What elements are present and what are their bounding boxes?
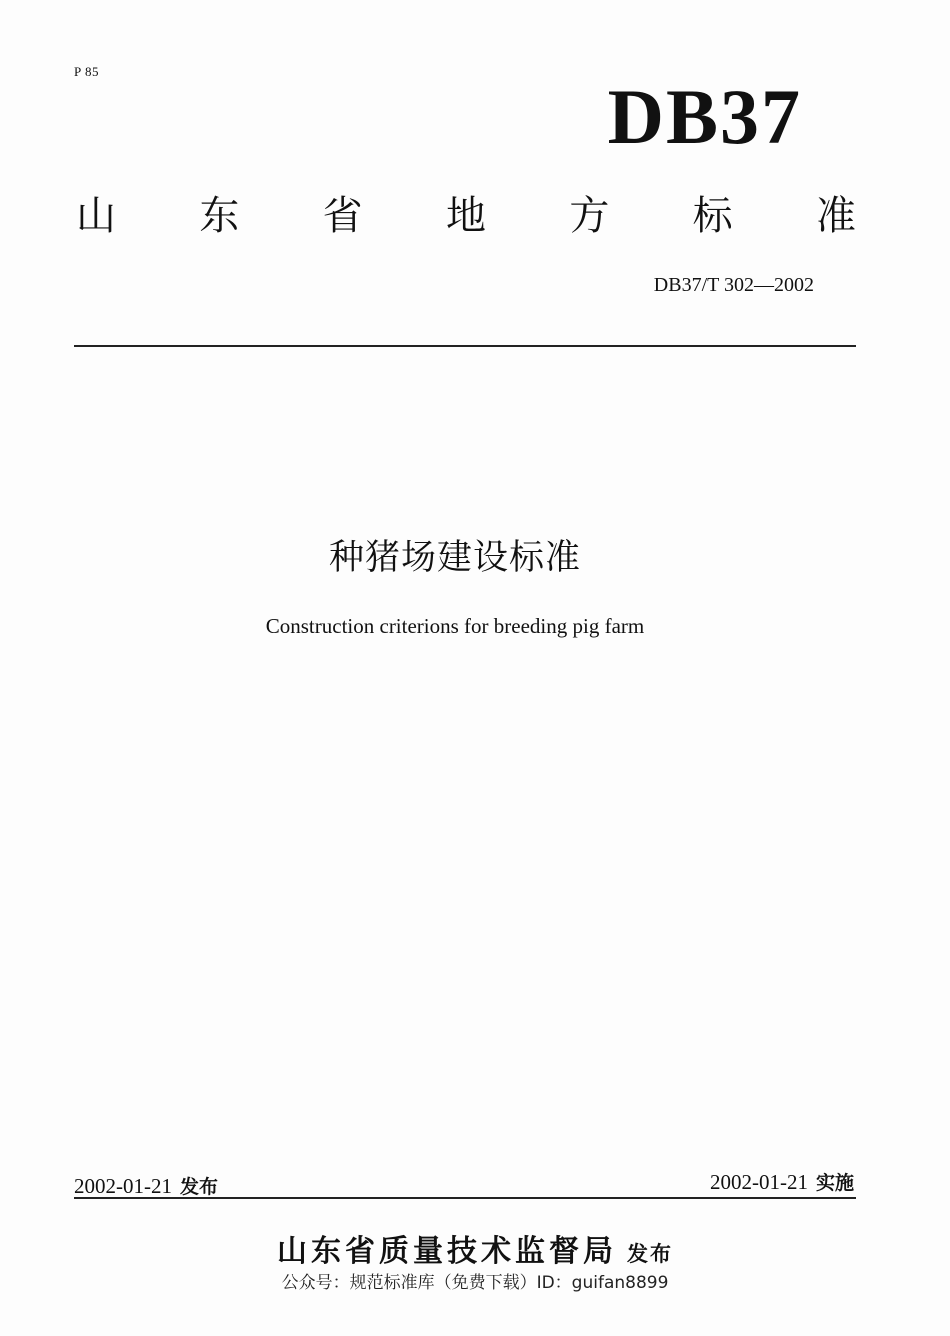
footer-divider — [74, 1197, 856, 1199]
effective-date — [710, 1168, 854, 1195]
standard-type-char: 准 — [815, 193, 856, 239]
standard-type-title — [76, 186, 856, 246]
standard-type-char: 东 — [199, 193, 240, 239]
standard-code-large: DB37 — [607, 73, 802, 160]
publisher-line — [0, 1226, 950, 1270]
standard-type-char: 山 — [76, 193, 116, 239]
header-divider — [74, 345, 856, 347]
standard-type-char: 省 — [322, 193, 363, 239]
standard-type-char: 方 — [569, 193, 610, 239]
effective-date-value: 2002-01-21 — [709, 1170, 808, 1194]
publisher-name: 山东省质量技术监督局 — [277, 1234, 617, 1269]
publisher-label: 发布 — [627, 1242, 673, 1266]
classification-code: P 85 — [74, 64, 99, 79]
release-date-value: 2002-01-21 — [74, 1174, 172, 1198]
release-date — [74, 1172, 218, 1199]
document-title-english: Construction criterions for breeding pig farm — [265, 614, 645, 638]
release-label: 发布 — [180, 1176, 219, 1198]
standard-type-char: 地 — [445, 193, 486, 239]
watermark-text: 公众号：规范标准库（免费下载）ID：guifan8899 — [281, 1273, 669, 1293]
document-title-chinese: 种猪场建设标准 — [328, 538, 581, 578]
standard-number: DB37/T 302—2002 — [653, 274, 814, 296]
standard-type-char: 标 — [692, 193, 733, 239]
effective-label: 实施 — [815, 1172, 854, 1194]
